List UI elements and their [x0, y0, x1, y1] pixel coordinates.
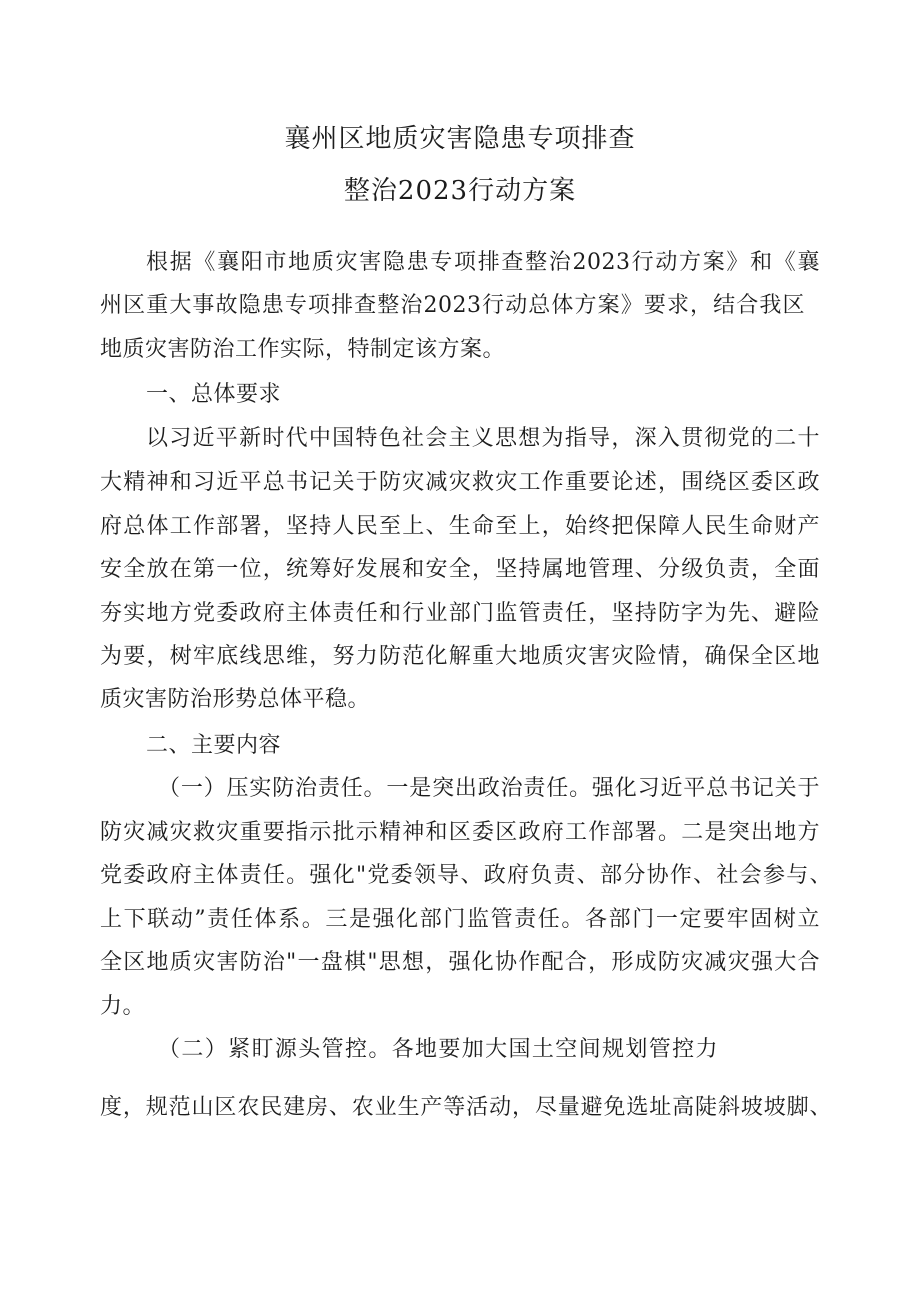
paragraph-line: 为要，树牢底线思维，努力防范化解重大地质灾害灾险情，确保全区地 [100, 644, 820, 669]
paragraph-line: 安全放在第一位，统筹好发展和安全，坚持属地管理、分级负责，全面 [100, 557, 820, 582]
paragraph-line: 党委政府主体责任。强化"党委领导、政府负责、部分协作、社会参与、 [100, 863, 832, 888]
paragraph-line: 全区地质灾害防治"一盘棋"思想，强化协作配合，形成防灾减灾强大合 [100, 950, 820, 975]
document-title-line-2: 整治2023行动方案 [343, 176, 577, 206]
section-heading: 一、总体要求 [146, 382, 282, 407]
intro-line: 州区重大事故隐患专项排查整治2023行动总体方案》要求，结合我区 [100, 293, 805, 318]
paragraph-line: 夯实地方党委政府主体责任和行业部门监管责任，坚持防字为先、避险 [100, 601, 820, 626]
paragraph-line: 大精神和习近平总书记关于防灾减灾救灾工作重要论述，围绕区委区政 [100, 470, 820, 495]
paragraph-line: 力。 [100, 994, 146, 1019]
paragraph-line: 质灾害防治形势总体平稳。 [100, 687, 371, 712]
paragraph-line: （一）压实防治责任。一是突出政治责任。强化习近平总书记关于 [158, 776, 820, 801]
paragraph-line: （二）紧盯源头管控。各地要加大国土空间规划管控力 [158, 1037, 718, 1062]
paragraph-line: 府总体工作部署，坚持人民至上、生命至上，始终把保障人民生命财产 [100, 514, 820, 539]
paragraph-line: 度，规范山区农民建房、农业生产等活动，尽量避免选址高陡斜坡坡脚、 [100, 1095, 832, 1120]
section-heading: 二、主要内容 [146, 733, 282, 758]
paragraph-line: 防灾减灾救灾重要指示批示精神和区委区政府工作部署。二是突出地方 [100, 820, 820, 845]
document-title-line-1: 襄州区地质灾害隐患专项排查 [284, 124, 636, 154]
intro-line: 地质灾害防治工作实际，特制定该方案。 [100, 337, 506, 362]
paragraph-line: 以习近平新时代中国特色社会主义思想为指导，深入贯彻党的二十 [146, 426, 820, 451]
intro-line: 根据《襄阳市地质灾害隐患专项排查整治2023行动方案》和《襄 [146, 250, 820, 275]
paragraph-line: 上下联动”责任体系。三是强化部门监管责任。各部门一定要牢固树立 [100, 907, 820, 932]
